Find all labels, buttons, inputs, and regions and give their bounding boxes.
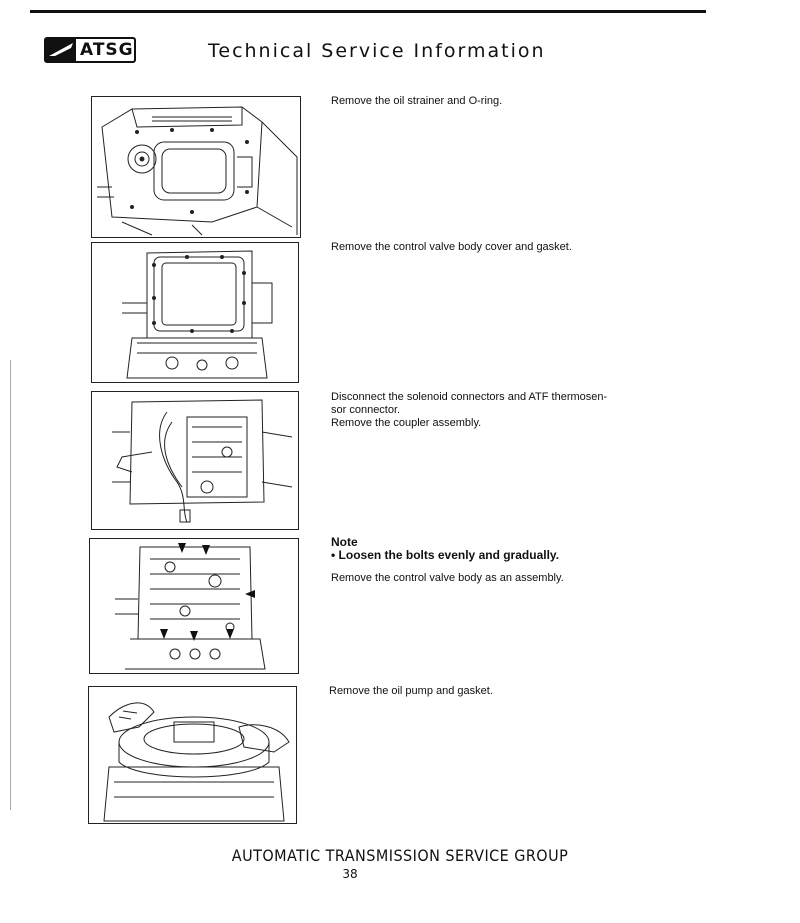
footer-title: AUTOMATIC TRANSMISSION SERVICE GROUP (231, 846, 569, 865)
step-valve-body-assembly (331, 536, 564, 585)
valve-body-assembly-illustration (90, 539, 298, 673)
valve-body-cover-illustration (92, 243, 298, 382)
atsg-logo (44, 37, 136, 63)
step-text-line-3: Remove the coupler assembly. (331, 417, 482, 429)
step-text: Remove the control valve body as an assembly. (331, 572, 564, 584)
step-text-line-2: sor connector. (331, 404, 401, 416)
step-text: Remove the control valve body cover and gasket. (331, 241, 572, 253)
page-title: Technical Service Information (208, 40, 546, 62)
oil-strainer-illustration (92, 97, 300, 237)
top-rule (30, 10, 706, 13)
oil-pump-illustration (89, 687, 296, 823)
solenoid-connectors-illustration (92, 392, 298, 529)
page-number: 38 (342, 867, 358, 881)
step-oil-pump (329, 685, 493, 698)
step-oil-strainer (331, 95, 502, 108)
atsg-logo-icon (46, 39, 76, 61)
logo-text: ATSG (80, 40, 134, 60)
step-text: Remove the oil pump and gasket. (329, 685, 493, 697)
note-item: • Loosen the bolts evenly and gradually. (331, 548, 560, 562)
margin-line (10, 360, 11, 810)
note-title: Note (331, 535, 358, 549)
figure-valve-body-cover (91, 242, 299, 383)
figure-oil-strainer (91, 96, 301, 238)
step-text: Remove the oil strainer and O-ring. (331, 95, 503, 107)
figure-solenoid-connectors (91, 391, 299, 530)
step-valve-body-cover (331, 241, 572, 254)
figure-valve-body-assembly (89, 538, 299, 674)
step-solenoid-connectors (331, 391, 607, 430)
figure-oil-pump (88, 686, 297, 824)
step-text-line-1: Disconnect the solenoid connectors and ATF thermosen- (331, 391, 608, 403)
